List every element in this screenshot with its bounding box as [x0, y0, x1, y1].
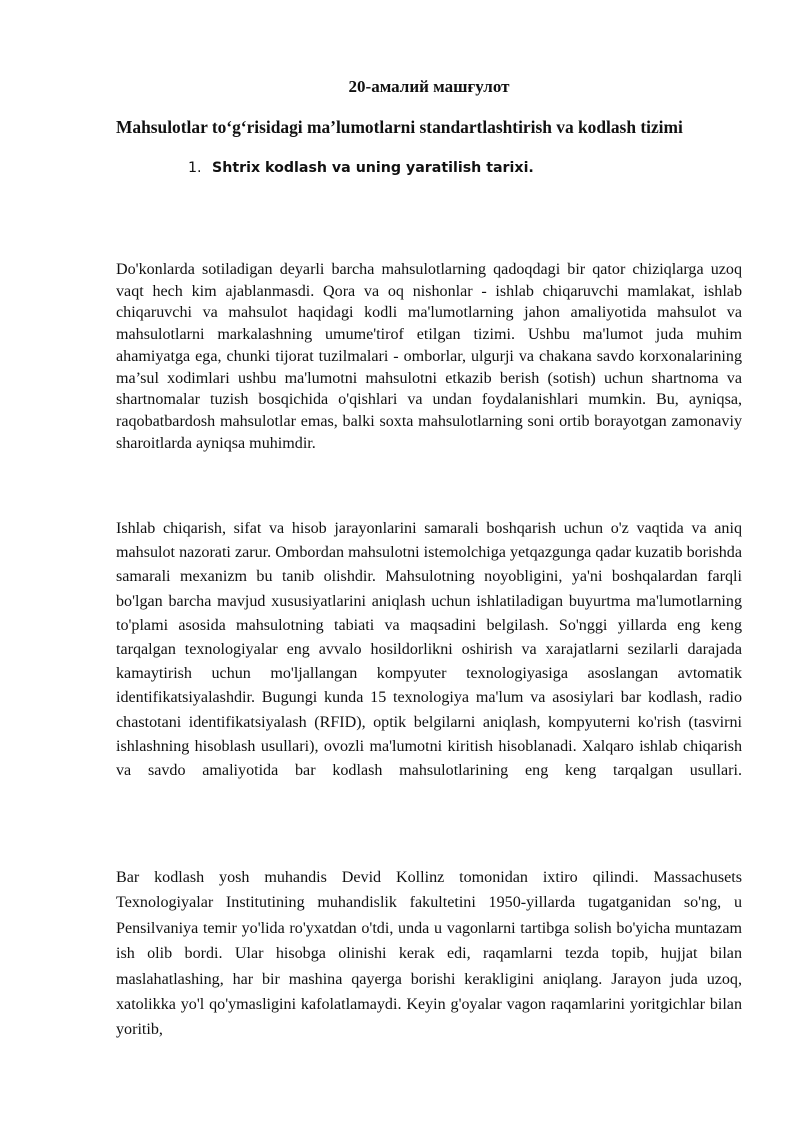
list-item-number: 1. — [188, 160, 202, 176]
document-title: Mahsulotlar to‘g‘risidagi ma’lumotlarni standartlashtirish va kodlash tizimi — [116, 117, 683, 137]
numbered-list-item — [188, 160, 534, 176]
paragraph: Ishlab chiqarish, sifat va hisob jarayonlarini samarali boshqarish uchun o'z vaqtida va aniq mahsulot nazorati zarur. Ombordan mahsulotni istemolchiga yetqazgunga qadar kuzatib borishda samarali mexanizm bu tanib olishdir. Mahsulotning noyobligini, ya'ni boshqalardan farqli bo'lgan barcha mavjud xususiyatlarini aniqlash uchun ishlatiladigan buyurtma ma'lumotlarning to'plami asosida mahsulotning tabiati va maqsadini belgilash. So'nggi yillarda eng keng tarqalgan texnologiyalar eng avvalo hosildorlikni oshirish va xarajatlarni sezilarli darajada kamaytirish uchun mo'ljallangan kompyuter texnologiyasiga asoslangan avtomatik identifikatsiyalashdir. Bugungi kunda 15 texnologiya ma'lum va asosiylari bar kodlash, radio chastotani identifikatsiyalash (RFID), optik belgilarni aniqlash, kompyuterni ko'rish (tasvirni ishlashning hisoblash usullari), ovozli ma'lumotni kiritish hisoblanadi. Xalqaro ishlab chiqarish va savdo amaliyotida bar kodlash mahsulotlarining eng keng tarqalgan usullari. — [116, 520, 742, 780]
paragraph: Bar kodlash yosh muhandis Devid Kollinz tomonidan ixtiro qilindi. Massachusets Texnologiyalar Institutining muhandislik fakultetini 1950-yillarda tugatganidan so'ng, u Pensilvaniya temir yo'lida ro'yxatdan o'tdi, unda u vagonlarni tartibga solish bo'yicha muntazam ish olib bordi. Ular hisobga olinishi kerak edi, raqamlarni tezda topib, hujjat bilan maslahatlashing, har bir mashina qayerga borishi kerakligini aniqlang. Jarayon juda uzoq, xatolikka yo'l qo'ymasligini kafolatlamaydi. Keyin g'oyalar vagon raqamlarini yoritgichlar bilan yoritib, — [116, 869, 742, 1039]
list-item-text: Shtrix kodlash va uning yaratilish tarixi. — [212, 160, 534, 176]
paragraph: Do'konlarda sotiladigan deyarli barcha mahsulotlarning qadoqdagi bir qator chiziqlarga uzoq vaqt hech kim ajablanmasdi. Qora va oq nishonlar - ishlab chiqaruvchi mamlakat, ishlab chiqaruvchi va mahsulot haqidagi kodli ma'lumotlarning jahon amaliyotida mahsulot va mahsulotlarni markalashning umume'tirof etilgan tizimi. Ushbu ma'lumot juda muhim ahamiyatga ega, chunki tijorat tuzilmalari - omborlar, ulgurji va chakana savdo korxonalarining ma’sul xodimlari ushbu ma'lumotni mahsulotni etkazib berish (sotish) uchun shartnoma va shartnomalar tuzish bosqichida o'qishlari va undan foydalanishlari mumkin. Bu, ayniqsa, raqobatbardosh mahsulotlar emas, balki soxta mahsulotlarning soni ortib borayotgan zamonaviy sharoitlarda ayniqsa muhimdir. — [116, 261, 742, 452]
lesson-number-heading: 20-амалий машғулот — [348, 77, 510, 96]
